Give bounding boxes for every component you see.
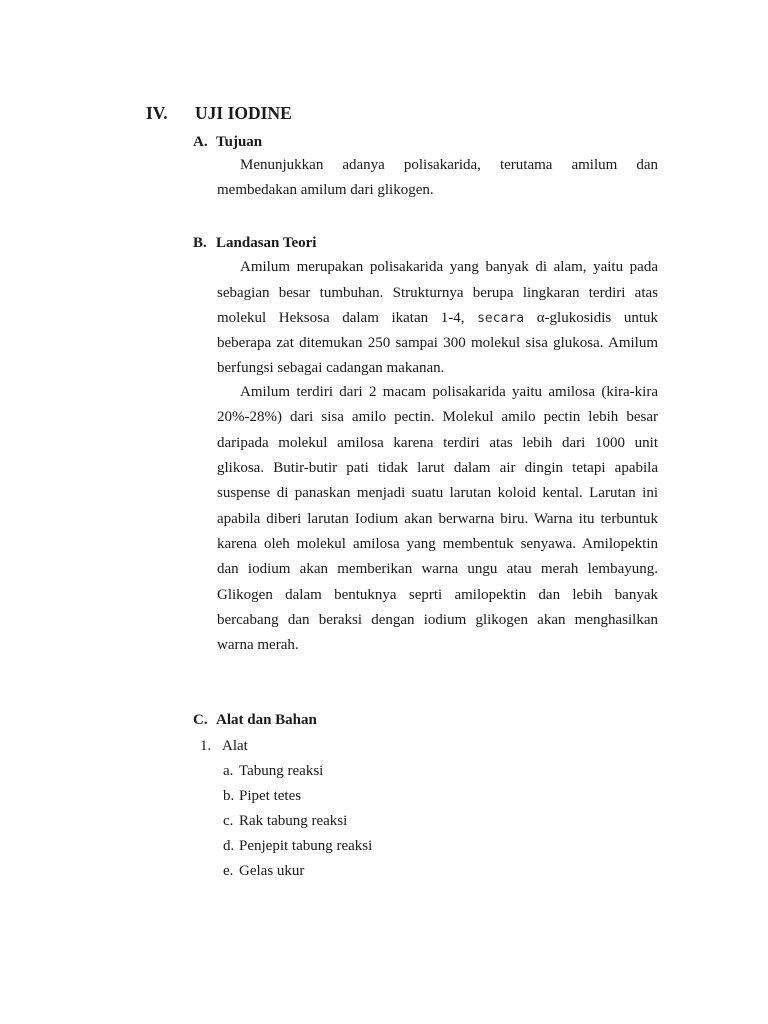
list-item-marker: d. [223, 838, 235, 854]
subsection-heading-alat-dan-bahan: Alat dan Bahan [216, 712, 317, 728]
subsection-heading-landasan-teori: Landasan Teori [216, 235, 317, 251]
paragraph-line: glikosa. Butir-butir pati tidak larut dalam air dingin tetapi apabila [217, 460, 658, 476]
paragraph-line: apabila diberi larutan Iodium akan berwarna biru. Warna itu terbuntuk [217, 511, 658, 527]
paragraph-line: Glikogen dalam bentuknya seprti amilopektin dan lebih banyak [217, 587, 658, 603]
subsection-letter-a: A. [193, 134, 208, 150]
subsection-letter-b: B. [193, 235, 207, 251]
paragraph-line: daripada molekul amilosa karena terdiri atas lebih dari 1000 unit [217, 435, 658, 451]
list-item-marker: b. [223, 788, 235, 804]
paragraph-line: Amilum terdiri dari 2 macam polisakarida yaitu amilosa (kira-kira [240, 384, 658, 400]
paragraph-line: berfungsi sebagai cadangan makanan. [217, 360, 445, 376]
paragraph-line: sebagian besar tumbuhan. Strukturnya berupa lingkaran terdiri atas [217, 285, 658, 301]
line-segment: molekul Heksosa dalam ikatan 1-4, [217, 310, 465, 326]
paragraph-line: bercabang dan beraksi dengan iodium glikogen akan menghasilkan [217, 612, 658, 628]
paragraph-line: Amilum merupakan polisakarida yang banyak di alam, yaitu pada [240, 259, 658, 275]
paragraph-line: 20%-28%) dari sisa amilo pectin. Molekul amilo pectin lebih besar [217, 409, 658, 425]
list-item: Penjepit tabung reaksi [239, 838, 373, 854]
subsection-heading-tujuan: Tujuan [216, 134, 263, 150]
line-segment-alt-font: secara [477, 311, 525, 326]
line-segment: α-glukosidis untuk [536, 310, 659, 326]
list-item-marker: a. [223, 763, 234, 779]
paragraph-line [217, 309, 658, 328]
section-number: IV. [146, 103, 168, 123]
list-item: Rak tabung reaksi [239, 813, 348, 829]
list-number: 1. [200, 738, 212, 754]
list-item: Gelas ukur [239, 863, 305, 879]
paragraph-line: dan iodium akan memberikan warna ungu atau merah lembayung. [217, 561, 658, 577]
section-title: UJI IODINE [195, 103, 292, 123]
paragraph-line: karena oleh molekul amilosa yang membentuk senyawa. Amilopektin [217, 536, 658, 552]
subsection-letter-c: C. [193, 712, 208, 728]
paragraph-line: membedakan amilum dari glikogen. [217, 182, 434, 198]
list-item-marker: e. [223, 863, 234, 879]
list-item: Tabung reaksi [239, 763, 324, 779]
paragraph-line: Menunjukkan adanya polisakarida, terutama amilum dan [240, 157, 658, 173]
list-item: Pipet tetes [239, 788, 302, 804]
paragraph-line: suspense di panaskan menjadi suatu larutan koloid kental. Larutan ini [217, 485, 658, 501]
list-item-marker: c. [223, 813, 234, 829]
paragraph-line: warna merah. [217, 637, 299, 653]
paragraph-line: beberapa zat ditemukan 250 sampai 300 molekul sisa glukosa. Amilum [217, 335, 658, 351]
list-heading-alat: Alat [222, 738, 248, 754]
